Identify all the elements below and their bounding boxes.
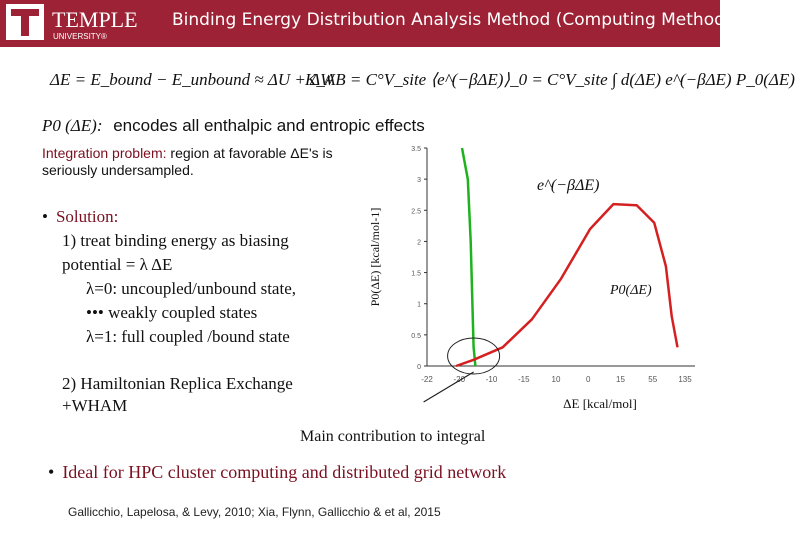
x-axis-label: ΔE [kcal/mol] xyxy=(563,396,637,411)
x-tick-label: 55 xyxy=(648,375,658,384)
annotation-p0: P0(ΔE) xyxy=(610,283,652,298)
y-tick-label: 3.5 xyxy=(411,146,421,153)
lambda1-line: λ=1: full coupled /bound state xyxy=(86,327,290,346)
x-tick-label: -22 xyxy=(421,375,433,384)
series-boltzmann-line xyxy=(462,148,475,366)
step2-block xyxy=(62,373,293,417)
step1-line-b: potential = λ ΔE xyxy=(62,255,173,274)
delta-e-equation: ΔE = E_bound − E_unbound ≈ ΔU + ΔW xyxy=(50,70,335,89)
y-tick-label: 3 xyxy=(417,177,421,185)
p0-text: encodes all enthalpic and entropic effects xyxy=(113,116,425,135)
step2-line-a: 2) Hamiltonian Replica Exchange xyxy=(62,374,293,393)
solution-block xyxy=(42,205,296,349)
integration-note xyxy=(42,145,372,179)
header-bar xyxy=(0,0,732,47)
step2-line-b: +WHAM xyxy=(62,396,128,415)
y-tick-label: 2 xyxy=(417,239,421,247)
p0-symbol: P0 (ΔE): xyxy=(42,116,103,135)
p0-statement xyxy=(42,116,425,136)
ideal-text: Ideal for HPC cluster computing and distributed grid network xyxy=(62,462,507,482)
main-contribution-label: Main contribution to integral xyxy=(300,428,486,445)
integration-text: region at favorable ΔE's is seriously undersampled. xyxy=(42,145,333,178)
brand-sub: UNIVERSITY® xyxy=(53,32,107,41)
lambda-mid-line: ••• weakly coupled states xyxy=(86,303,258,322)
y-tick-label: 1 xyxy=(417,301,421,309)
bullet-icon: • xyxy=(48,462,55,482)
slide-title: Binding Energy Distribution Analysis Method (Computing Method) xyxy=(172,10,732,30)
x-tick-label: 10 xyxy=(551,375,561,384)
x-tick-label: 15 xyxy=(616,375,625,384)
references: Gallicchio, Lapelosa, & Levy, 2010; Xia, Flynn, Gallicchio & et al, 2015 xyxy=(68,505,441,519)
x-tick-label: -20 xyxy=(453,375,466,384)
temple-logo xyxy=(0,0,160,47)
brand-name: TEMPLE xyxy=(52,7,138,32)
y-tick-label: 1.5 xyxy=(411,270,421,278)
solution-heading: Solution: xyxy=(55,207,119,226)
x-tick-label: -15 xyxy=(517,375,530,384)
annotation-boltzmann: e^(−βΔE) xyxy=(537,177,600,194)
ideal-statement xyxy=(48,462,506,483)
integration-label: Integration problem: xyxy=(42,145,167,161)
y-tick-label: 0.5 xyxy=(411,332,421,340)
lambda0-line: λ=0: uncoupled/unbound state, xyxy=(86,279,296,298)
x-tick-label: 0 xyxy=(586,375,591,384)
bullet-icon: • xyxy=(42,207,48,226)
kab-equation: K_AB = C°V_site ⟨e^(−βΔE)⟩_0 = C°V_site ∫ d(ΔE) e^(−βΔE) P_0(ΔE) xyxy=(305,70,795,89)
x-tick-label: -10 xyxy=(485,375,498,384)
x-tick-label: 135 xyxy=(678,375,692,384)
binding-energy-chart xyxy=(365,140,700,410)
y-axis-label: P0(ΔE) [kcal/mol-1] xyxy=(368,207,382,307)
y-tick-label: 2.5 xyxy=(411,208,421,216)
step1-line-a: 1) treat binding energy as biasing xyxy=(62,231,289,250)
y-tick-label: 0 xyxy=(417,364,421,371)
